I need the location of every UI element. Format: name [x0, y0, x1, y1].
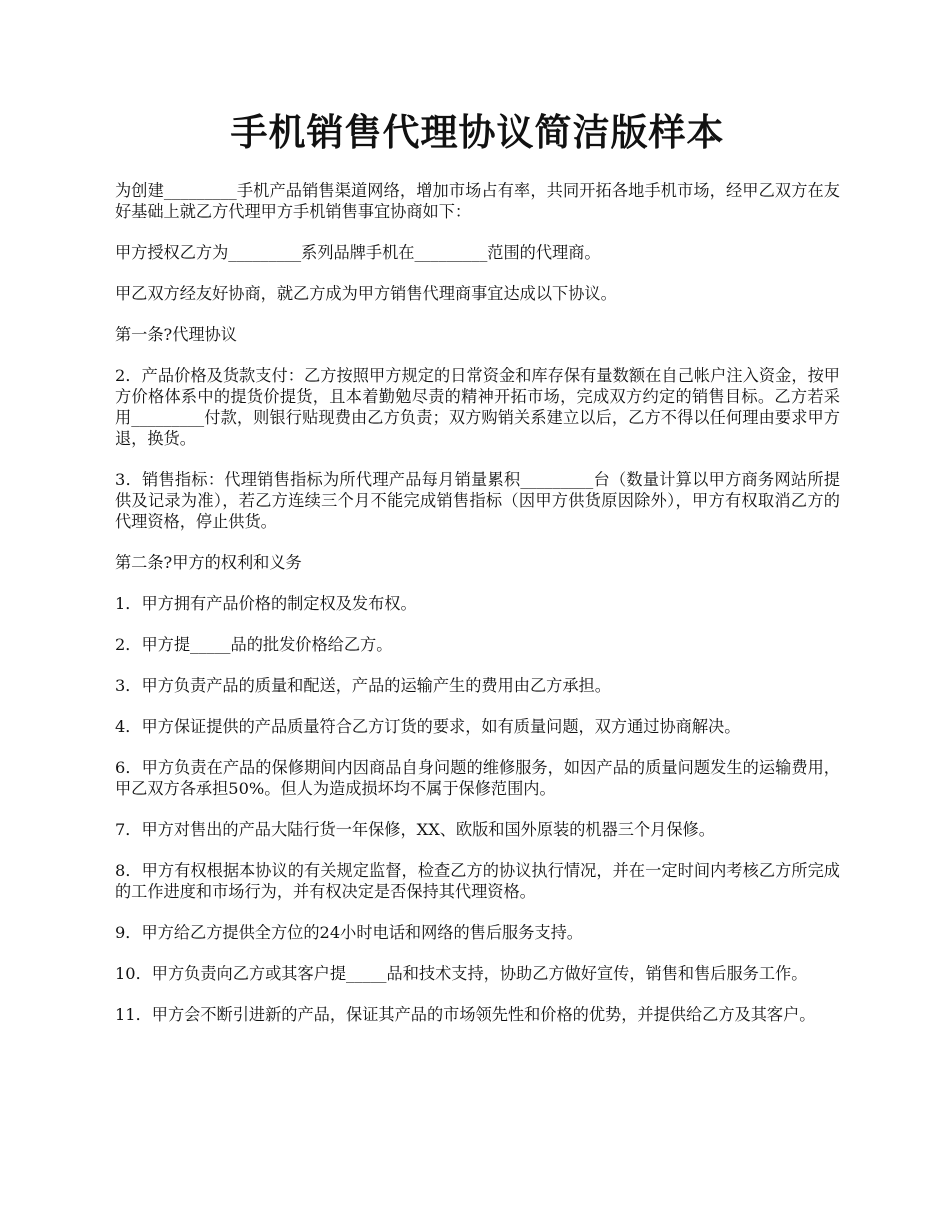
clause-2-2: 2．甲方提_____品的批发价格给乙方。 [115, 635, 393, 655]
clause-2-8: 8．甲方有权根据本协议的有关规定监督，检查乙方的协议执行情况，并在一定时间内考核乙方所完成的工作进度和市场行为，并有权决定是否保持其代理资格。 [115, 861, 840, 902]
clause-2-1: 1．甲方拥有产品价格的制定权及发布权。 [115, 594, 417, 614]
clause-2-3: 3．甲方负责产品的质量和配送，产品的运输产生的费用由乙方承担。 [115, 676, 611, 696]
document-title: 手机销售代理协议简洁版样本 [230, 110, 725, 154]
paragraph-agreement: 甲乙双方经友好协商，就乙方成为甲方销售代理商事宜达成以下协议。 [115, 284, 617, 304]
section-heading-1: 第一条?代理协议 [115, 325, 237, 345]
paragraph-authorization: 甲方授权乙方为_________系列品牌手机在_________范围的代理商。 [115, 243, 601, 263]
clause-2-11: 11．甲方会不断引进新的产品，保证其产品的市场领先性和价格的优势，并提供给乙方及其客户。 [115, 1005, 816, 1025]
document-body [115, 180, 840, 1025]
clause-2-9: 9．甲方给乙方提供全方位的24小时电话和网络的售后服务支持。 [115, 923, 583, 943]
paragraph-intro: 为创建_________手机产品销售渠道网络，增加市场占有率，共同开拓各地手机市场，经甲乙双方在友好基础上就乙方代理甲方手机销售事宜协商如下： [115, 181, 840, 222]
clause-1-2: 2．产品价格及货款支付：乙方按照甲方规定的日常资金和库存保有量数额在自己帐户注入资金，按甲方价格体系中的提货价提货，且本着勤勉尽责的精神开拓市场，完成双方约定的销售目标。乙方若采用_________付款，则银行贴现费由乙方负责；双方购销关系建立以后，乙方不得以任何理由要求甲方退，换货。 [115, 366, 840, 449]
clause-2-6: 6．甲方负责在产品的保修期间内因商品自身问题的维修服务，如因产品的质量问题发生的运输费用，甲乙双方各承担50%。但人为造成损坏均不属于保修范围内。 [115, 758, 840, 799]
document-page [115, 110, 840, 1045]
clause-1-3: 3．销售指标：代理销售指标为所代理产品每月销量累积_________台（数量计算以甲方商务网站所提供及记录为准），若乙方连续三个月不能完成销售指标（因甲方供货原因除外），甲方有权取消乙方的代理资格，停止供货。 [115, 470, 840, 532]
clause-2-4: 4．甲方保证提供的产品质量符合乙方订货的要求，如有质量问题，双方通过协商解决。 [115, 717, 741, 737]
clause-2-10: 10．甲方负责向乙方或其客户提_____品和技术支持，协助乙方做好宣传，销售和售后服务工作。 [115, 964, 808, 984]
section-heading-2: 第二条?甲方的权利和义务 [115, 553, 302, 573]
clause-2-7: 7．甲方对售出的产品大陆行货一年保修，XX、欧版和国外原装的机器三个月保修。 [115, 820, 715, 840]
